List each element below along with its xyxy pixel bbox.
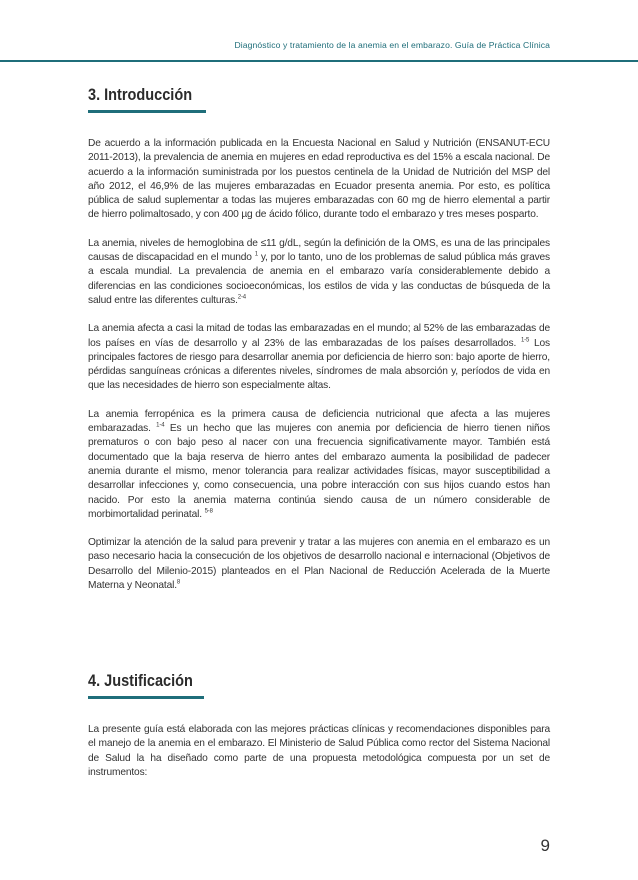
introduction-section: [88, 86, 550, 607]
header-rule: [0, 60, 638, 62]
citation: 5-8: [204, 508, 213, 515]
running-header: Diagnóstico y tratamiento de la anemia en el embarazo. Guía de Práctica Clínica: [234, 40, 550, 50]
intro-paragraph-1: De acuerdo a la información publicada en la Encuesta Nacional en Salud y Nutrición (ENSANUT-ECU 2011-2013), la prevalencia de anemia en mujeres en edad reproductiva es del 15% a escala nacional. De acuerdo a la información suministrada por los puestos centinela de la Unidad de Nutrición del MSP del año 2012, el 46,9% de las mujeres embarazadas en Ecuador presenta anemia. Por esto, es política pública de salud suplementar a todas las mujeres embarazadas con 60 mg de hierro elemental a partir de hierro polimaltosado, y con 400 µg de ácido fólico, durante todo el embarazo y tres meses posparto.: [88, 138, 550, 221]
citation: 1: [254, 251, 258, 258]
section-title-justification: 4. Justificación: [88, 672, 193, 690]
page-number: 9: [540, 836, 550, 855]
section-title-introduction: 3. Introducción: [88, 86, 193, 104]
citation: 8: [176, 579, 181, 586]
intro-paragraph-3: La anemia afecta a casi la mitad de todas las embarazadas en el mundo; al 52% de las embarazadas de los países en vías de desarrollo y al 23% de las embarazadas de los países desarrollados. $^{1-5}$ Los principales factores de riesgo para desarrollar anemia por deficiencia de hierro son: bajo aporte de hierro, pérdidas sanguíneas crónicas a diferentes niveles, síndromes de mala absorción y, períodos de vida en que las necesidades de hierro son especialmente altas.: [88, 323, 550, 392]
justification-paragraph-1: La presente guía está elaborada con las mejores prácticas clínicas y recomendaciones disponibles para el manejo de la anemia en el embarazo. El Ministerio de Salud Pública como rector del Sistema Nacional de Salud la ha diseñado como parte de una propuesta metodológica compuesta por un set de instrumentos:: [88, 724, 550, 778]
justification-section: [88, 672, 550, 794]
citation: 1-4: [156, 422, 165, 429]
intro-paragraph-5: Optimizar la atención de la salud para prevenir y tratar a las mujeres con anemia en el embarazo es un paso necesario hacia la consecución de los objetivos de desarrollo nacional e internacional (Objetivos de Desarrollo del Milenio-2015) planteados en el Plan Nacional de Reducción Acelerada de la Muerte Materna y Neonatal.$^8$: [88, 537, 550, 592]
intro-paragraph-2: La anemia, niveles de hemoglobina de ≤11 g/dL, según la definición de la OMS, es una de las principales causas de discapacidad en el mundo $^1$ y, por lo tanto, uno de los problemas de salud pública más graves a escala mundial. La prevalencia de anemia en el embarazo varía considerablemente debido a diferencias en las condiciones socioeconómicas, los estilos de vida y las conductas de búsqueda de la salud entre las diferentes culturas.$^{2-4}$: [88, 237, 550, 306]
citation: 1-5: [520, 337, 530, 344]
citation: 2-4: [237, 294, 246, 301]
intro-paragraph-4: La anemia ferropénica es la primera causa de deficiencia nutricional que afecta a las mujeres embarazadas. $^{1-4}$ Es un hecho que las mujeres con anemia por deficiencia de hierro tienen niños prematuros o con bajo peso al nacer con una frecuencia significativamente mayor. También está documentado que la baja reserva de hierro antes del embarazo aumenta la posibilidad de padecer anemia durante el mismo, menor tolerancia para realizar actividades físicas, mayor susceptibilidad a desarrollar infecciones y, como consecuencia, una pobre interacción con sus hijos cuando estos han nacido. Por esto la anemia materna continúa siendo causa de un número considerable de morbimortalidad perinatal. $^{5-8}$: [88, 408, 550, 520]
